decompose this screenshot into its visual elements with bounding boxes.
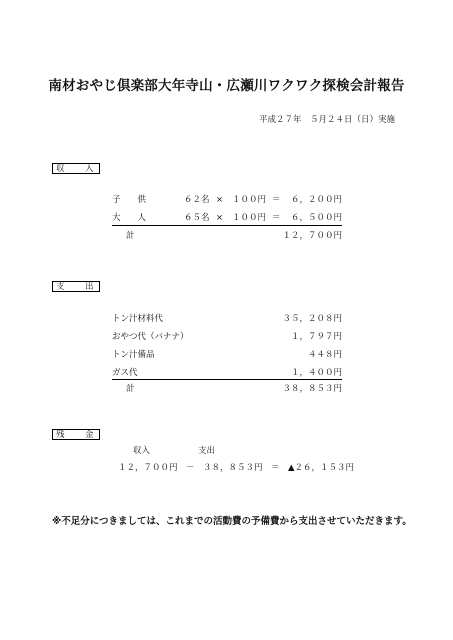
expense-item: ガス代 bbox=[112, 368, 138, 378]
expense-total-rule bbox=[112, 379, 342, 380]
income-unit-price: １００円 bbox=[232, 195, 267, 205]
income-item: 子 供 bbox=[112, 195, 147, 205]
balance-expense-heading: 支出 bbox=[198, 446, 216, 456]
income-amount: ６，５００円 bbox=[290, 213, 342, 223]
expense-item: おやつ代（バナナ） bbox=[112, 332, 189, 342]
expense-total-label: 計 bbox=[126, 384, 135, 394]
footnote: ※不足分につきましては、これまでの活動費の予備費から支出させていただきます。 bbox=[52, 516, 412, 527]
equals-sign: ＝ bbox=[272, 195, 281, 205]
income-total: １２，７００円 bbox=[282, 231, 342, 241]
income-section-label: 収 入 bbox=[52, 163, 100, 174]
expense-total: ３８，８５３円 bbox=[282, 384, 342, 394]
expense-item: トン汁材料代 bbox=[112, 314, 164, 324]
balance-income-heading: 収入 bbox=[133, 446, 151, 456]
report-date: 平成２７年 ５月２４日（日）実施 bbox=[258, 115, 395, 125]
equals-sign: ＝ bbox=[272, 213, 281, 223]
expense-amount: １，７９７円 bbox=[290, 332, 342, 342]
income-total-label: 計 bbox=[126, 231, 135, 241]
income-qty: ６２名 bbox=[184, 195, 210, 205]
page-title: 南材おやじ倶楽部大年寺山・広瀬川ワクワク探検会計報告 bbox=[48, 78, 405, 94]
income-amount: ６，２００円 bbox=[290, 195, 342, 205]
times-sign: × bbox=[216, 195, 224, 205]
expense-amount: ４４８円 bbox=[307, 350, 342, 360]
balance-section-label: 残 金 bbox=[52, 429, 100, 440]
expense-amount: ３５，２０８円 bbox=[282, 314, 342, 324]
income-unit-price: １００円 bbox=[232, 213, 267, 223]
expense-section-label: 支 出 bbox=[52, 281, 100, 292]
income-item: 大 人 bbox=[112, 213, 147, 223]
balance-formula: １２，７００円 － ３８，８５３円 ＝ ▲２６，１５３円 bbox=[118, 463, 355, 473]
expense-amount: １，４００円 bbox=[290, 368, 342, 378]
income-total-rule bbox=[112, 225, 342, 226]
income-qty: ６５名 bbox=[184, 213, 210, 223]
expense-item: トン汁備品 bbox=[112, 350, 155, 360]
times-sign: × bbox=[216, 213, 224, 223]
